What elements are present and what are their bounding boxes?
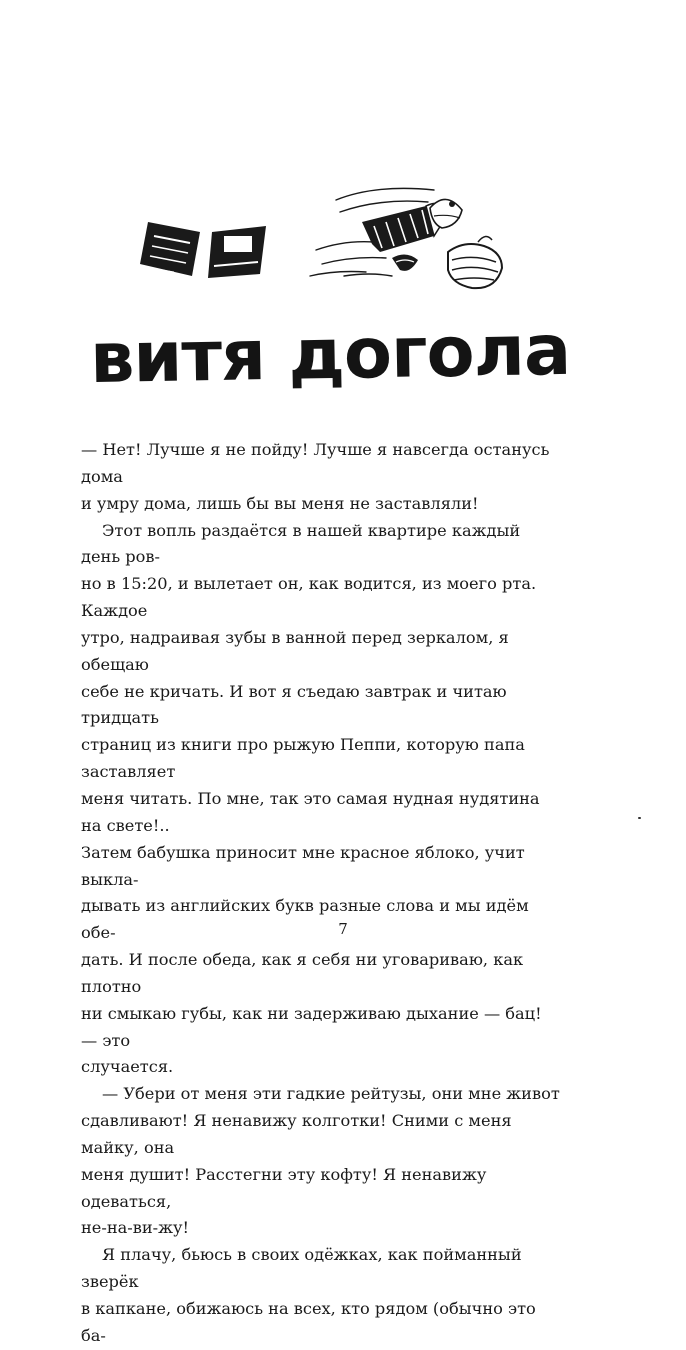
text-line: Затем бабушка приносит мне красное яблоко, учит выкла- xyxy=(81,842,525,889)
text-line: дать. И после обеда, как я себя ни уговариваю, как плотно xyxy=(81,950,524,996)
text-line: сдавливают! Я ненавижу колготки! Сними с меня майку, она xyxy=(81,1111,512,1157)
ink-speck xyxy=(638,817,641,819)
text-line: и умру дома, лишь бы вы меня не заставляли! xyxy=(81,493,479,513)
text-line: не-на-ви-жу! xyxy=(81,1218,190,1238)
sweater-clothing-icon xyxy=(448,236,502,288)
text-line: себе не кричать. И вот я съедаю завтрак и читаю тридцать xyxy=(81,681,507,728)
text-line: случается. xyxy=(81,1057,174,1077)
text-line: меня читать. По мне, так это самая нудная нудятина на свете!.. xyxy=(81,788,540,835)
paragraph xyxy=(81,1242,561,1349)
text-line: в капкане, обижаюсь на всех, кто рядом (обычно это ба- xyxy=(81,1299,536,1345)
text-line: дывать из английских букв разные слова и мы идём обе- xyxy=(81,896,529,943)
page-number: 7 xyxy=(338,920,348,938)
text-line: — Нет! Лучше я не пойду! Лучше я навсегда останусь дома xyxy=(81,440,550,486)
text-line: — Убери от меня эти гадкие рейтузы, они мне живот xyxy=(102,1084,560,1104)
chapter-illustration xyxy=(89,180,571,410)
underwear-clothing-icon xyxy=(392,254,418,270)
text-line: утро, надраивая зубы в ванной перед зеркалом, я обещаю xyxy=(81,627,509,674)
text-line: Этот вопль раздаётся в нашей квартире каждый день ров- xyxy=(81,520,521,567)
shorts-clothing-icon xyxy=(208,226,266,278)
text-line: но в 15:20, и вылетает он, как водится, из моего рта. Каждое xyxy=(81,574,537,621)
text-line: страниц из книги про рыжую Пеппи, которую папа заставляет xyxy=(81,735,525,782)
text-line: меня душит! Расстегни эту кофту! Я ненавижу одеваться, xyxy=(81,1164,487,1211)
text-line: ни смыкаю губы, как ни задерживаю дыхание — бац! — это xyxy=(81,1003,542,1050)
chapter-title: витя догола xyxy=(89,308,571,400)
paragraph xyxy=(81,1081,561,1242)
paragraph xyxy=(81,518,561,1082)
chapter-body-text xyxy=(81,437,561,1350)
paragraph xyxy=(81,437,561,518)
tights-clothing-icon xyxy=(140,222,200,276)
text-line: Я плачу, бьюсь в своих одёжках, как пойманный зверёк xyxy=(81,1245,522,1292)
